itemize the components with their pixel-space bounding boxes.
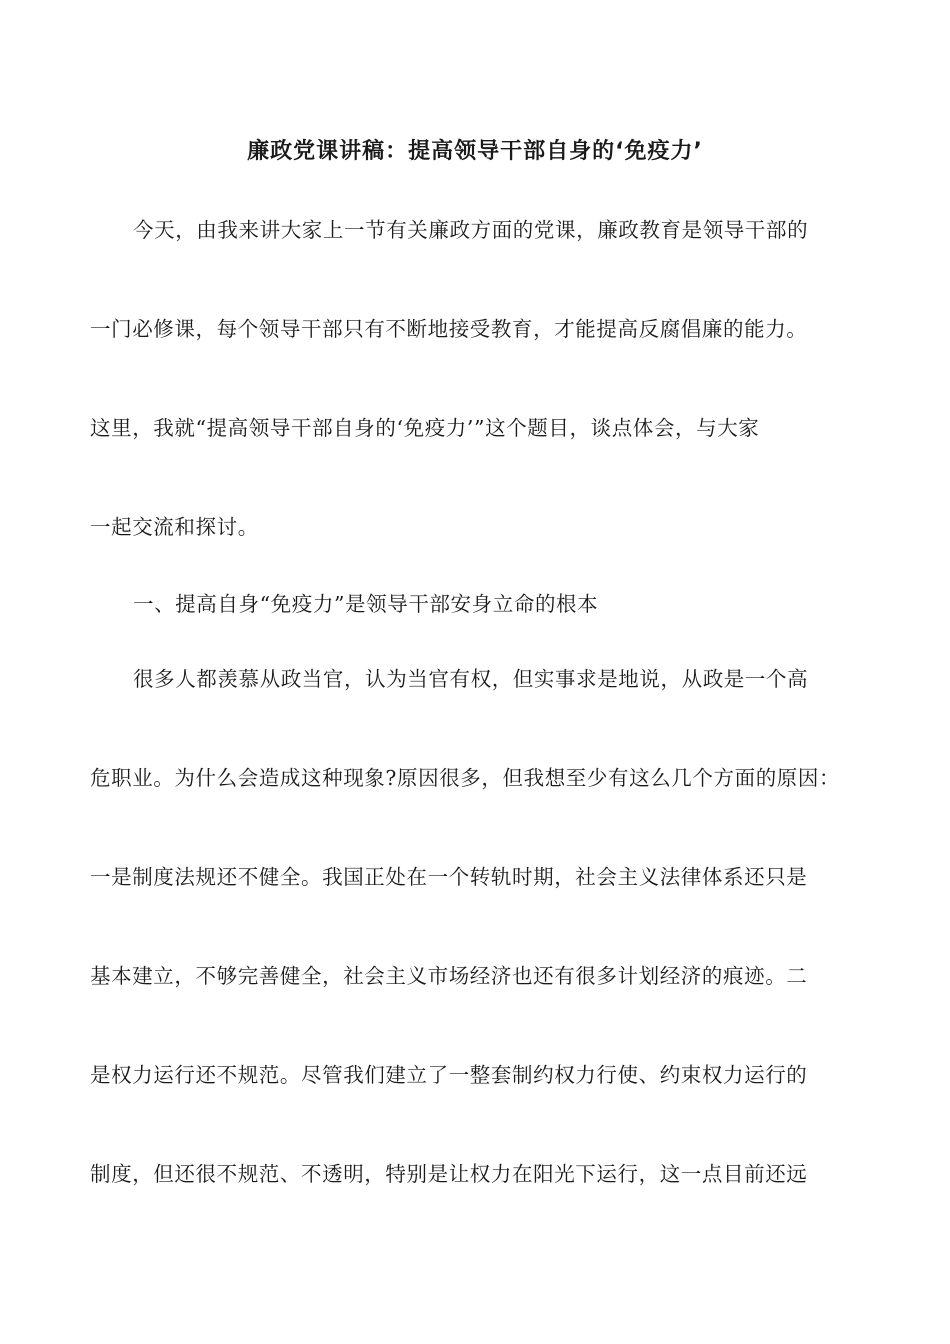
paragraph-line-4: 一起交流和探讨。 xyxy=(90,515,259,539)
paragraph-line-6: 危职业。为什么会造成这种现象?原因很多，但我想至少有这么几个方面的原因： xyxy=(90,766,841,790)
paragraph-line-7: 一是制度法规还不健全。我国正处在一个转轨时期，社会主义法律体系还只是 xyxy=(90,865,808,889)
document-title: 廉政党课讲稿：提高领导干部自身的‘免疫力’ xyxy=(247,139,703,164)
paragraph-line-9: 是权力运行还不规范。尽管我们建立了一整套制约权力行使、约束权力运行的 xyxy=(90,1063,808,1087)
section-heading-1: 一、提高自身“免疫力”是领导干部安身立命的根本 xyxy=(133,592,599,616)
paragraph-line-2: 一门必修课，每个领导干部只有不断地接受教育，才能提高反腐倡廉的能力。 xyxy=(90,317,808,341)
paragraph-line-10: 制度，但还很不规范、不透明，特别是让权力在阳光下运行，这一点目前还远 xyxy=(90,1162,808,1186)
paragraph-line-5: 很多人都羡慕从政当官，认为当官有权，但实事求是地说，从政是一个高 xyxy=(133,667,809,691)
paragraph-line-3: 这里，我就“提高领导干部自身的‘免疫力’”这个题目，谈点体会，与大家 xyxy=(90,416,760,440)
paragraph-line-1: 今天，由我来讲大家上一节有关廉政方面的党课，廉政教育是领导干部的 xyxy=(133,218,809,242)
paragraph-line-8: 基本建立，不够完善健全，社会主义市场经济也还有很多计划经济的痕迹。二 xyxy=(90,964,808,988)
